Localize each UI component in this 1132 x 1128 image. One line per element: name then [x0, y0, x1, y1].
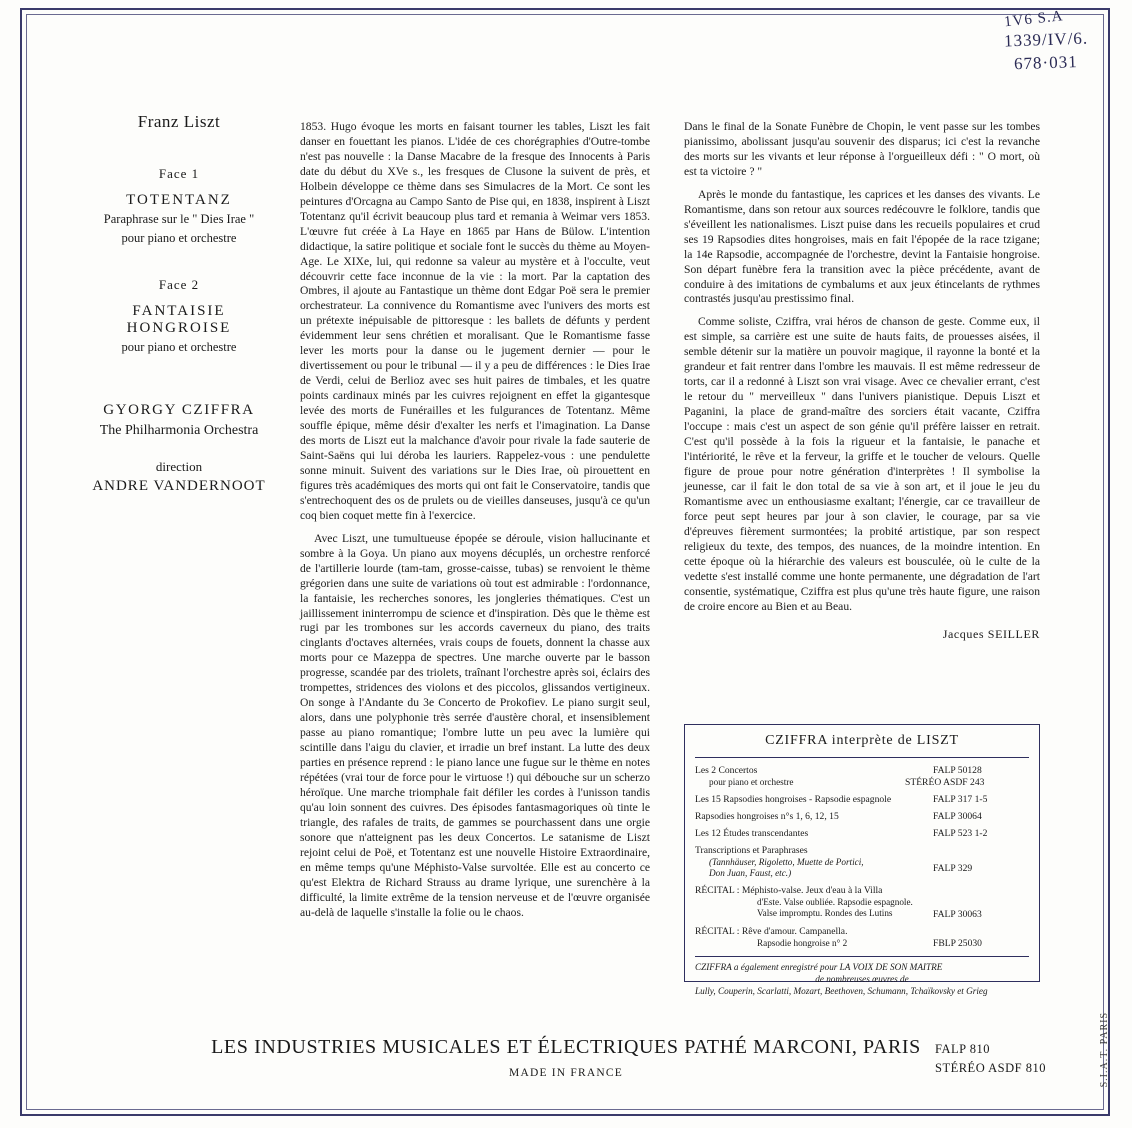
discography-catalog: FBLP 25030 — [933, 937, 982, 949]
direction-label: direction — [155, 458, 203, 474]
discography-footer — [695, 956, 1029, 998]
discography-item-sub: pour piano et orchestre — [709, 776, 794, 787]
note-paragraph: Avec Liszt, une tumultueuse épopée se déroule, vision hallucinante et sombre à la Goya. Un piano aux moyens décuplés, un orchestre renforcé de l'artillerie lourde (tam-tam, grosse-caisse, tubas) se renvoient le thème grégorien dans une suite de variations où tout est admirable : l'ordonnance, la fantaisie, les recherches sonores, les jongleries thématiques. C'est un jaillissement ininterrompu de science et d'inspiration. Dès que le thème est rugi par les trombones sur les accords caverneux du piano, des traits cinglants d'octaves alternées, vrais coups de fouets, donnent la chasse aux morts pour ce Mazeppa de spectres. Une marche ouverte par le basson progresse, scandée par des triolets, traînant l'orchestre après soi, éclairs des trompettes, stridences des violons et des piccolos, glissandos vertigineux. On songe à l'Andante du 3e Concerto de Prokofiev. Le piano surgit seul, alors, dans une polyphonie très serrée d'austère choral, et insensiblement passe au piano romantique; l'ombre lutte un peu avec la lumière qui scintille dans l'aigu du clavier, et irradie un bref instant. La lutte des deux parties en présence reprend : le piano lance une fugue sur le thème en notes répétées (vrai tour de force pour le virtuose !) qui débouche sur un scherzo héroïque. Une marche triomphale fait défiler les cordes à l'unisson tandis qu'au loin sonnent des cuivres. Des épisodes fantasmagoriques où tinte le triangle, des rafales de traits, de gammes se pourchassent dans une orgie sonore que n'atteignent pas les deux Concertos. Le satanisme de Liszt rejoint celui de Poë, et Totentanz est une nouvelle Histoire Extraordinaire, en même temps qu'une Méphisto-Valse survoltée. Elle est au concerto ce qu'est Elektra de Richard Strauss au drame lyrique, une surenchère à la difficulté, la limite extrême de la tension nerveuse et de l'œuvre organisée au-delà de laquelle s'installe la folie ou le chaos. — [300, 531, 650, 919]
note-paragraph: Dans le final de la Sonate Funèbre de Chopin, le vent passe sur les tombes pianissimo, abolissant jusqu'au souvenir des disparus; ici c'est la revanche des morts sur les vivants et leur réponse à l'orgueilleux défi : " O mort, où est ta victoire ? " — [684, 120, 1040, 178]
discography-row — [695, 811, 1029, 823]
discography-item-title: Les 2 Concertos — [695, 765, 758, 776]
face-1-subtitle-1: Paraphrase sur le " Dies Irae " — [103, 212, 255, 226]
discography-item-sub: Rapsodie hongroise n° 2 — [757, 937, 848, 948]
discography-footer-line-3: Lully, Couperin, Scarlatti, Mozart, Beethoven, Schumann, Tchaïkovsky et Grieg — [695, 985, 988, 996]
discography-item-title: Les 12 Études transcendantes — [695, 827, 809, 839]
divider — [695, 757, 1029, 758]
face-1-subtitle-2: pour piano et orchestre — [121, 230, 237, 245]
publisher-imprint: LES INDUSTRIES MUSICALES ET ÉLECTRIQUES PATHÉ MARCONI, PARIS — [211, 1036, 921, 1058]
conductor-name: ANDRE VANDERNOOT — [92, 477, 266, 494]
made-in-label: MADE IN FRANCE — [509, 1067, 623, 1079]
discography-catalog: FALP 523 1-2 — [933, 827, 988, 839]
discography-item-sub: (Tannhäuser, Rigoletto, Muette de Portici, — [709, 856, 864, 867]
discography-item-title: Les 15 Rapsodies hongroises - Rapsodie espagnole — [695, 793, 892, 805]
discography-row — [695, 828, 1029, 840]
discography-row — [695, 885, 1029, 921]
liner-notes-column-2 — [684, 120, 1040, 642]
note-paragraph: 1853. Hugo évoque les morts en faisant tourner les tables, Liszt les fait danser en fouettant les pianos. L'idée de ces chorégraphies d'Outre-tombe n'est pas nouvelle : la Danse Macabre de la fresque des Innocents à Paris date du début du XVe s., les fresques de Clusone la suivent de près, et Holbein développe ce thème dans ses Simulacres de la Mort. Ce sont les peintures d'Orcagna au Campo Santo de Pise qui, en 1838, inspirent à Liszt Totentanz qu'il écrivit beaucoup plus tard et remania à Weimar vers 1853. L'œuvre fut créée à La Haye en 1865 par Hans de Bülow. L'intention didactique, la satire politique et sociale font le succès du thème au Moyen-Age. Le XIXe, lui, qui redonne sa valeur au mystère et à l'occulte, veut découvrir cette face inconnue de la vie : la mort. Par la captation des Ombres, il ajoute au Fantastique un thème dont Edgar Poë sera le premier orchestrateur. La connivence du Romantisme avec l'univers des morts est un prétexte inépuisable de pittoresque : les ballets de défunts y perdent évidemment leur sens chrétien et moralisant. Que le Romantisme fasse lever les morts pour la danse ou le jugement dernier — pour le divertissement ou pour le tribunal — il y a peu de différences : le Dies Irae de Verdi, celui de Berlioz avec ses huit paires de timbales, et les quatre points cardinaux minés par les cuivres rejoignent en effet la gigantesque levée des morts de Funérailles et les fulgurances de Totentanz. Même souffle épique, même désir d'exalter les nerfs et l'imagination. La Danse des morts de Liszt eut la malchance d'avoir pour rivale la fade sauterie de Saint-Saëns qui lui déroba les lauriers. Rappelez-vous : une pendulette sonne minuit. Suivent des variations sur le Dies Irae, où pirouettent en figures très académiques des morts qui ont fait le Conservatoire, tandis que s'entrechoquent des os de prulets ou de vieilles danseuses, jusqu'à ce qu'un coq bien coquet mette fin à l'exercice. — [300, 120, 650, 522]
discography-item-title: Transcriptions et Paraphrases — [695, 844, 808, 856]
discography-catalog: FALP 317 1-5 — [933, 793, 988, 805]
face-1-label: Face 1 — [158, 166, 200, 181]
credits-column — [84, 112, 274, 495]
orchestra-name: The Philharmonia Orchestra — [99, 422, 259, 438]
discography-catalog: FALP 50128 — [933, 765, 982, 776]
note-paragraph: Après le monde du fantastique, les caprices et les danses des vivants. Le Romantisme, dans son retour aux sources redécouvre le folklore, tandis que s'éveillent les nationalismes. Liszt puise dans les recueils populaires et crud ses 19 Rapsodies dites hongroises, mais en fait l'épopée de la race tzigane; la 14e Rapsodie, accompagnée de l'orchestre, devint la Fantaisie hongroise. Son départ funèbre fera la transition avec la pièce précédente, avant de conduire à des imitations de cymbalums et aux jeux étincelants de rythmes contrastés jusqu'au prestissimo final. — [684, 187, 1040, 306]
mark-line-2: 1339/IV/6. — [1003, 28, 1089, 51]
discography-row — [695, 845, 1029, 880]
discography-catalog: FALP 30063 — [933, 908, 982, 920]
discography-item-sub2: Valse impromptu. Rondes des Lutins — [757, 908, 893, 919]
discography-item-title: RÉCITAL : Méphisto-valse. Jeux d'eau à la Villa — [695, 884, 883, 896]
discography-box — [684, 724, 1040, 996]
discography-title: CZIFFRA interprète de LISZT — [765, 733, 959, 748]
author-signature: Jacques SEILLER — [942, 626, 1040, 641]
discography-footer-line-1: CZIFFRA a également enregistré pour LA VOIX DE SON MAITRE — [695, 961, 943, 972]
performer-name: GYORGY CZIFFRA — [103, 401, 255, 418]
mark-line-1: 1V6 S.A — [1003, 8, 1065, 31]
face-2-title: FANTAISIE HONGROISE — [126, 302, 232, 336]
discography-catalog-stereo: STÉRÉO ASDF 243 — [905, 776, 985, 788]
library-handwritten-marks — [1004, 10, 1088, 73]
discography-item-title: RÉCITAL : Rêve d'amour. Campanella. — [695, 925, 848, 937]
discography-item-sub2: Don Juan, Faust, etc.) — [709, 868, 792, 879]
discography-item-title: Rapsodies hongroises n°s 1, 6, 12, 15 — [695, 810, 839, 822]
discography-catalog: FALP 30064 — [933, 810, 982, 822]
face-2-subtitle-1: pour piano et orchestre — [121, 339, 237, 354]
spacer — [84, 247, 274, 273]
mark-line-3: 678·031 — [1013, 52, 1078, 74]
note-paragraph: Comme soliste, Cziffra, vrai héros de chanson de geste. Comme eux, il est simple, sa carrière est une suite de hauts faits, de prouesses aisées, il semble détenir sur la matière un pouvoir magique, il rayonne la bonté et la grandeur et fait rentrer dans l'ombre les mauvais. Il est même redresseur de torts, car il a redonné à Liszt son vrai visage. Avec ce chevalier errant, c'est le retour du " merveilleux " dans l'univers pianistique. Depuis Liszt et Paganini, la place de grand-maître des sorciers était vacante, Cziffra l'occupe : mais c'est un aspect de son génie qu'il préfère laisser en retrait. C'est qu'il possède à la fois la rigueur et la fantaisie, le panache et l'intériorité, le rêve et la ferveur, la griffe et le toucher de velours. Quelle figure de proue pour notre génération d'interprètes ! Il symbolise la jeunesse, car il fait le don total de sa vie à son art, et il joue le jeu du Romantisme avec un enthousiasme exaltant; l'énergie, car ce travailleur de force peut sept heures par jour à son clavier, le courage, par sa vie d'épreuves fièrement surmontées; la probité artistique, par son respect religieux du texte, des tempos, des nuances, de la moindre intention. En cette époque où la hiérarchie des valeurs est bousculée, où le culte de la vedette s'est installé comme une honte permanente, une dégradation de l'art consentie, systématique, Cziffra est plus qu'une très haute figure, une raison de croire encore au Bien et au Beau. — [684, 315, 1040, 613]
discography-item-sub: d'Este. Valse oubliée. Rapsodie espagnole. — [757, 896, 913, 907]
face-1-title: TOTENTANZ — [126, 192, 232, 208]
discography-row — [695, 794, 1029, 806]
catalog-number-mono: FALP 810 — [935, 1042, 991, 1056]
composer-name: Franz Liszt — [137, 112, 221, 131]
catalog-number-stereo: STÉRÉO ASDF 810 — [935, 1060, 1046, 1075]
discography-row — [695, 765, 1029, 789]
face-2-label: Face 2 — [158, 276, 200, 292]
discography-row — [695, 926, 1029, 950]
discography-catalog: FALP 329 — [933, 862, 973, 874]
discography-footer-line-2: de nombreuses œuvres de — [815, 973, 909, 984]
printer-credit: S.I.A.T. PARIS — [1099, 1012, 1110, 1088]
catalog-numbers — [935, 1040, 1046, 1078]
liner-notes-column-1 — [300, 120, 650, 929]
